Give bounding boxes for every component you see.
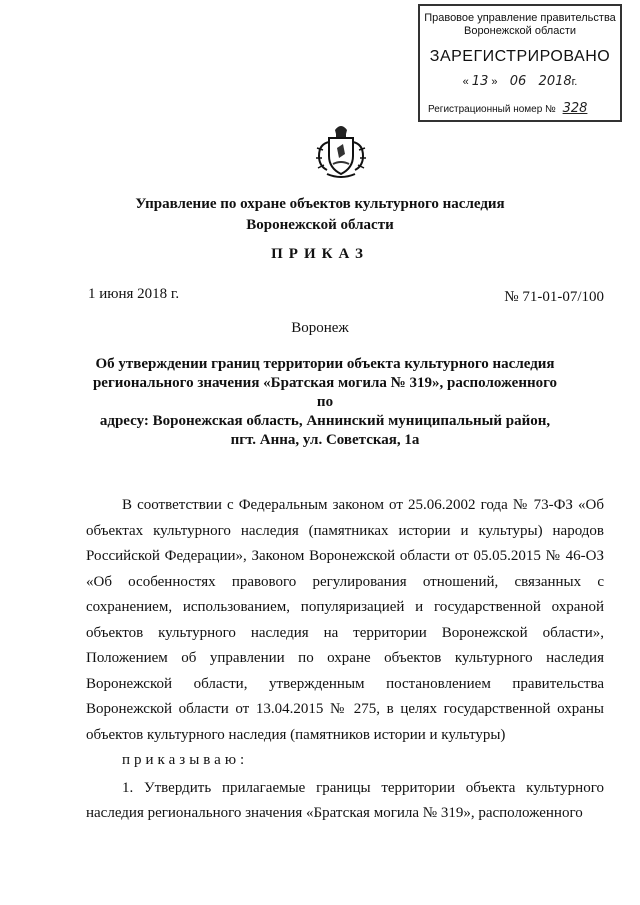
document-type: ПРИКАЗ bbox=[271, 246, 369, 262]
stamp-org bbox=[420, 12, 620, 38]
stamp-org-line1: Правовое управление правительства bbox=[424, 12, 616, 24]
subject-line1: Об утверждении границ территории объекта культурного наследия bbox=[95, 356, 555, 372]
stamp-date bbox=[420, 74, 620, 89]
stamp-registered-label: ЗАРЕГИСТРИРОВАНО bbox=[429, 48, 611, 65]
stamp-regnum-value: 328 bbox=[562, 101, 588, 116]
stamp-regnum-label: Регистрационный номер № bbox=[428, 104, 556, 115]
stamp-date-open-quote: « bbox=[462, 76, 469, 88]
registration-stamp bbox=[418, 4, 622, 122]
stamp-regnum bbox=[420, 101, 620, 116]
stamp-date-day: 13 bbox=[471, 74, 489, 89]
stamp-date-close-quote: » bbox=[491, 76, 498, 88]
document-subject bbox=[90, 355, 560, 450]
organization-line2: Воронежской области bbox=[246, 217, 394, 233]
document-number: № 71-01-07/100 bbox=[504, 289, 604, 305]
issuing-organization bbox=[0, 194, 640, 236]
subject-line4: пгт. Анна, ул. Советская, 1а bbox=[230, 432, 420, 448]
document-body bbox=[86, 493, 604, 827]
stamp-date-year-suffix: г. bbox=[571, 76, 578, 88]
order-item-1: 1. Утвердить прилагаемые границы территории объекта культурного наследия регионального значения «Братская могила № 319», расположенного bbox=[86, 779, 604, 821]
document-city: Воронеж bbox=[291, 320, 349, 336]
preamble-paragraph: В соответствии с Федеральным законом от 25.06.2002 года № 73-ФЗ «Об объектах культурного наследия (памятниках истории и культуры) народов Российской Федерации», Законом Воронежской области от 05.05.2015 № 46-ОЗ «Об особенностях правового регулирования отношений, связанных с сохранением, использованием, популяризацией и государственной охраной объектов культурного наследия на территории Воронежской области», Положением об управлении по охране объектов культурного наследия Воронежской области, утвержденным постановлением правительства Воронежской области от 13.04.2015 № 275, в целях государственной охраны объектов культурного наследия (памятников истории и культуры) bbox=[86, 497, 604, 743]
subject-line2: регионального значения «Братская могила № 319», расположенного по bbox=[92, 375, 558, 410]
stamp-org-line2: Воронежской области bbox=[463, 25, 576, 37]
document-date: 1 июня 2018 г. bbox=[88, 286, 180, 302]
stamp-date-month: 06 bbox=[509, 74, 527, 89]
orders-word: приказываю: bbox=[122, 752, 249, 768]
subject-line3: адресу: Воронежская область, Аннинский муниципальный район, bbox=[99, 413, 551, 429]
voronezh-coat-of-arms-icon bbox=[313, 120, 369, 182]
organization-line1: Управление по охране объектов культурного наследия bbox=[135, 196, 505, 212]
stamp-date-year: 2018 bbox=[538, 74, 572, 89]
